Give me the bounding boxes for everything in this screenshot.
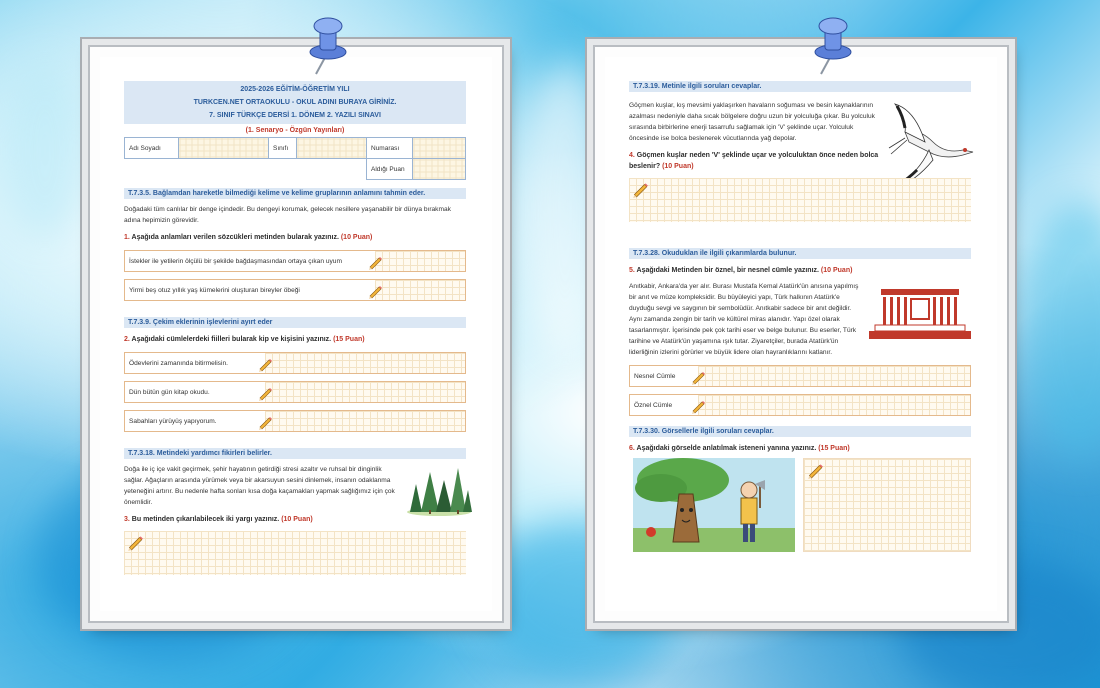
question-2 bbox=[124, 334, 466, 345]
section-text-3: Doğa ile iç içe vakit geçirmek, şehir hayatının getirdiği stresi azaltır ve ruhsal bir dinginlik sağlar. Ağaçların arasında yürümek veya bir akarsuyun sesini dinlemek, insanın odaklanma yeteneğini artırır. Bu nedenle hafta sonları kısa doğa kaçamakları yapmak sağlığımız için çok önemlidir. bbox=[124, 466, 395, 506]
push-pin-icon bbox=[298, 10, 358, 80]
header-line-1: 2025-2026 EĞİTİM-ÖĞRETİM YILI bbox=[240, 86, 350, 93]
pencil-icon bbox=[257, 385, 273, 401]
number-label: Numarası bbox=[367, 138, 413, 159]
anitkabir-illustration bbox=[869, 285, 971, 339]
question-5 bbox=[629, 265, 971, 276]
question-text: Göçmen kuşlar neden 'V' şeklinde uçar ve yolculuktan önce neden bolca beslenir? bbox=[629, 152, 879, 170]
answer-box[interactable] bbox=[629, 394, 971, 416]
answer-prompt: Sabahları yürüyüş yapıyorum. bbox=[129, 418, 221, 425]
answer-area[interactable] bbox=[265, 411, 465, 431]
answer-area[interactable] bbox=[803, 458, 971, 552]
answer-prompt: Yirmi beş otuz yıllık yaş kümelerini oluşturan bireyler öbeği bbox=[129, 287, 304, 294]
answer-prompt: Öznel Cümle bbox=[634, 402, 676, 409]
name-label: Adı Soyadı bbox=[125, 138, 179, 159]
pencil-icon bbox=[367, 254, 383, 270]
answer-prompt: İstekler ile yetilerin ölçülü bir şekilde bağdaşmasından ortaya çıkan uyum bbox=[129, 258, 346, 265]
answer-box[interactable] bbox=[124, 410, 466, 432]
question-points: (10 Puan) bbox=[281, 516, 313, 523]
right-exam-sheet bbox=[593, 45, 1009, 623]
question-number: 6. bbox=[629, 445, 635, 452]
question-1 bbox=[124, 232, 466, 243]
answer-area[interactable] bbox=[629, 178, 971, 222]
section-title-4: T.7.3.19. Metinle ilgili soruları cevaplar. bbox=[629, 81, 971, 92]
left-exam-sheet bbox=[88, 45, 504, 623]
question-text: Aşağıdaki Metinden bir öznel, bir nesnel cümle yazınız. bbox=[636, 267, 819, 274]
pencil-icon bbox=[806, 461, 824, 479]
answer-box[interactable] bbox=[124, 279, 466, 301]
answer-box[interactable] bbox=[629, 365, 971, 387]
scenario-label: (1. Senaryo - Özgün Yayınları) bbox=[245, 127, 345, 134]
question-number: 4. bbox=[629, 152, 635, 159]
question-number: 2. bbox=[124, 336, 130, 343]
section-title-2: T.7.3.9. Çekim eklerinin işlevlerini ayırt eder bbox=[124, 317, 466, 328]
question-points: (10 Puan) bbox=[820, 267, 853, 274]
question-points: (15 Puan) bbox=[333, 336, 365, 343]
pencil-icon bbox=[690, 369, 706, 385]
pencil-icon bbox=[126, 533, 144, 551]
name-field[interactable] bbox=[179, 138, 269, 159]
exam-header bbox=[124, 81, 466, 124]
section-title-5: T.7.3.28. Okuduklan ile ilgili çıkarımlarda bulunur. bbox=[629, 248, 971, 259]
answer-prompt: Nesnel Cümle bbox=[634, 373, 679, 380]
section-title-3: T.7.3.18. Metindeki yardımcı fikirleri belirler. bbox=[124, 448, 466, 459]
forest-illustration bbox=[406, 466, 472, 516]
question-text: Bu metinden çıkarılabilecek iki yargı yazınız. bbox=[131, 516, 280, 523]
question-text: Aşağıda anlamları verilen sözcükleri metinden bularak yazınız. bbox=[131, 234, 339, 241]
answer-area[interactable] bbox=[265, 353, 465, 373]
section-text-5: Anıtkabir, Ankara'da yer alır. Burası Mustafa Kemal Atatürk'ün anısına yapılmış bir anıt ve müze kompleksidir. Bu büyüleyici yapı, Türk halkının Atatürk'e duyduğu sevgi ve saygının bir sembolüdür. Anıtkabir sadece bir anıt değildir. Aynı zamanda zengin bir tarih ve kültürel miras alanıdır. Yapı özel olarak tasarlanmıştır. İçerisinde pek çok tarihi eser ve belge bulunur. Bu eserler, Türk tarihine ve Atatürk'ün yaşamına ışık tutar. Ziyaretçiler, burada Atatürk'ün liderliğinin izlerini görürler ve büyük lidere olan hayranlıklarını katlanır. bbox=[629, 283, 859, 356]
question-number: 3. bbox=[124, 516, 130, 523]
question-number: 1. bbox=[124, 234, 130, 241]
question-text: Aşağıdaki cümlelerdeki fiilleri bularak kip ve kişisini yazınız. bbox=[131, 336, 332, 343]
question-points: (15 Puan) bbox=[818, 445, 850, 452]
section-title-6: T.7.3.30. Görsellerle ilgili soruları cevaplar. bbox=[629, 426, 971, 437]
answer-area[interactable] bbox=[698, 366, 970, 386]
class-field[interactable] bbox=[297, 138, 367, 159]
answer-prompt: Ödevlerini zamanında bitirmelisin. bbox=[129, 360, 232, 367]
section-text-4: Göçmen kuşlar, kış mevsimi yaklaşırken havaların soğuması ve besin kaynaklarının azalması nedeniyle daha sıcak bölgelere doğru uzun bir yolculuğa çıkar. Bu yolculuk sırasında birbirlerine enerji tasarrufu sağlamak için 'V' şeklinde uçar. Yolculuk öncesinde ise bolca beslenerek vücutlarında yağ depolar. bbox=[629, 102, 875, 142]
pencil-icon bbox=[257, 414, 273, 430]
pencil-icon bbox=[631, 180, 649, 198]
number-field[interactable] bbox=[413, 138, 466, 159]
class-label: Sınıfı bbox=[269, 138, 297, 159]
question-text: Aşağıdaki görselde anlatılmak isteneni yanına yazınız. bbox=[636, 445, 817, 452]
push-pin-icon bbox=[803, 10, 863, 80]
pencil-icon bbox=[690, 398, 706, 414]
pencil-icon bbox=[257, 356, 273, 372]
answer-area[interactable] bbox=[375, 251, 465, 271]
student-info-table bbox=[124, 137, 466, 180]
answer-box[interactable] bbox=[124, 381, 466, 403]
header-line-3: 7. SINIF TÜRKÇE DERSİ 1. DÖNEM 2. YAZILI SINAVI bbox=[209, 112, 381, 119]
answer-area[interactable] bbox=[698, 395, 970, 415]
question-6 bbox=[629, 443, 971, 454]
section-text-1: Doğadaki tüm canlılar bir denge içindedir. Bu dengeyi korumak, gelecek nesillere yaşanabilir bir dünya bırakmak adına hepimizin görevidir. bbox=[124, 206, 451, 224]
tree-and-woodcutter-illustration bbox=[633, 458, 795, 552]
answer-area[interactable] bbox=[124, 531, 466, 575]
answer-box[interactable] bbox=[124, 352, 466, 374]
section-title-1: T.7.3.5. Bağlamdan hareketle bilmediği kelime ve kelime gruplarının anlamını tahmin eder. bbox=[124, 188, 466, 199]
score-label: Aldığı Puan bbox=[367, 159, 413, 180]
answer-area[interactable] bbox=[375, 280, 465, 300]
answer-area[interactable] bbox=[265, 382, 465, 402]
pencil-icon bbox=[367, 283, 383, 299]
answer-box[interactable] bbox=[124, 250, 466, 272]
question-points: (10 Puan) bbox=[340, 234, 373, 241]
question-number: 5. bbox=[629, 267, 635, 274]
question-4 bbox=[629, 150, 879, 172]
header-line-2: TURKCEN.NET ORTAOKULU - OKUL ADINI BURAYA GİRİNİZ. bbox=[193, 99, 397, 106]
question-points: (10 Puan) bbox=[662, 163, 694, 170]
answer-prompt: Dün bütün gün kitap okudu. bbox=[129, 389, 214, 396]
score-field[interactable] bbox=[413, 159, 466, 180]
